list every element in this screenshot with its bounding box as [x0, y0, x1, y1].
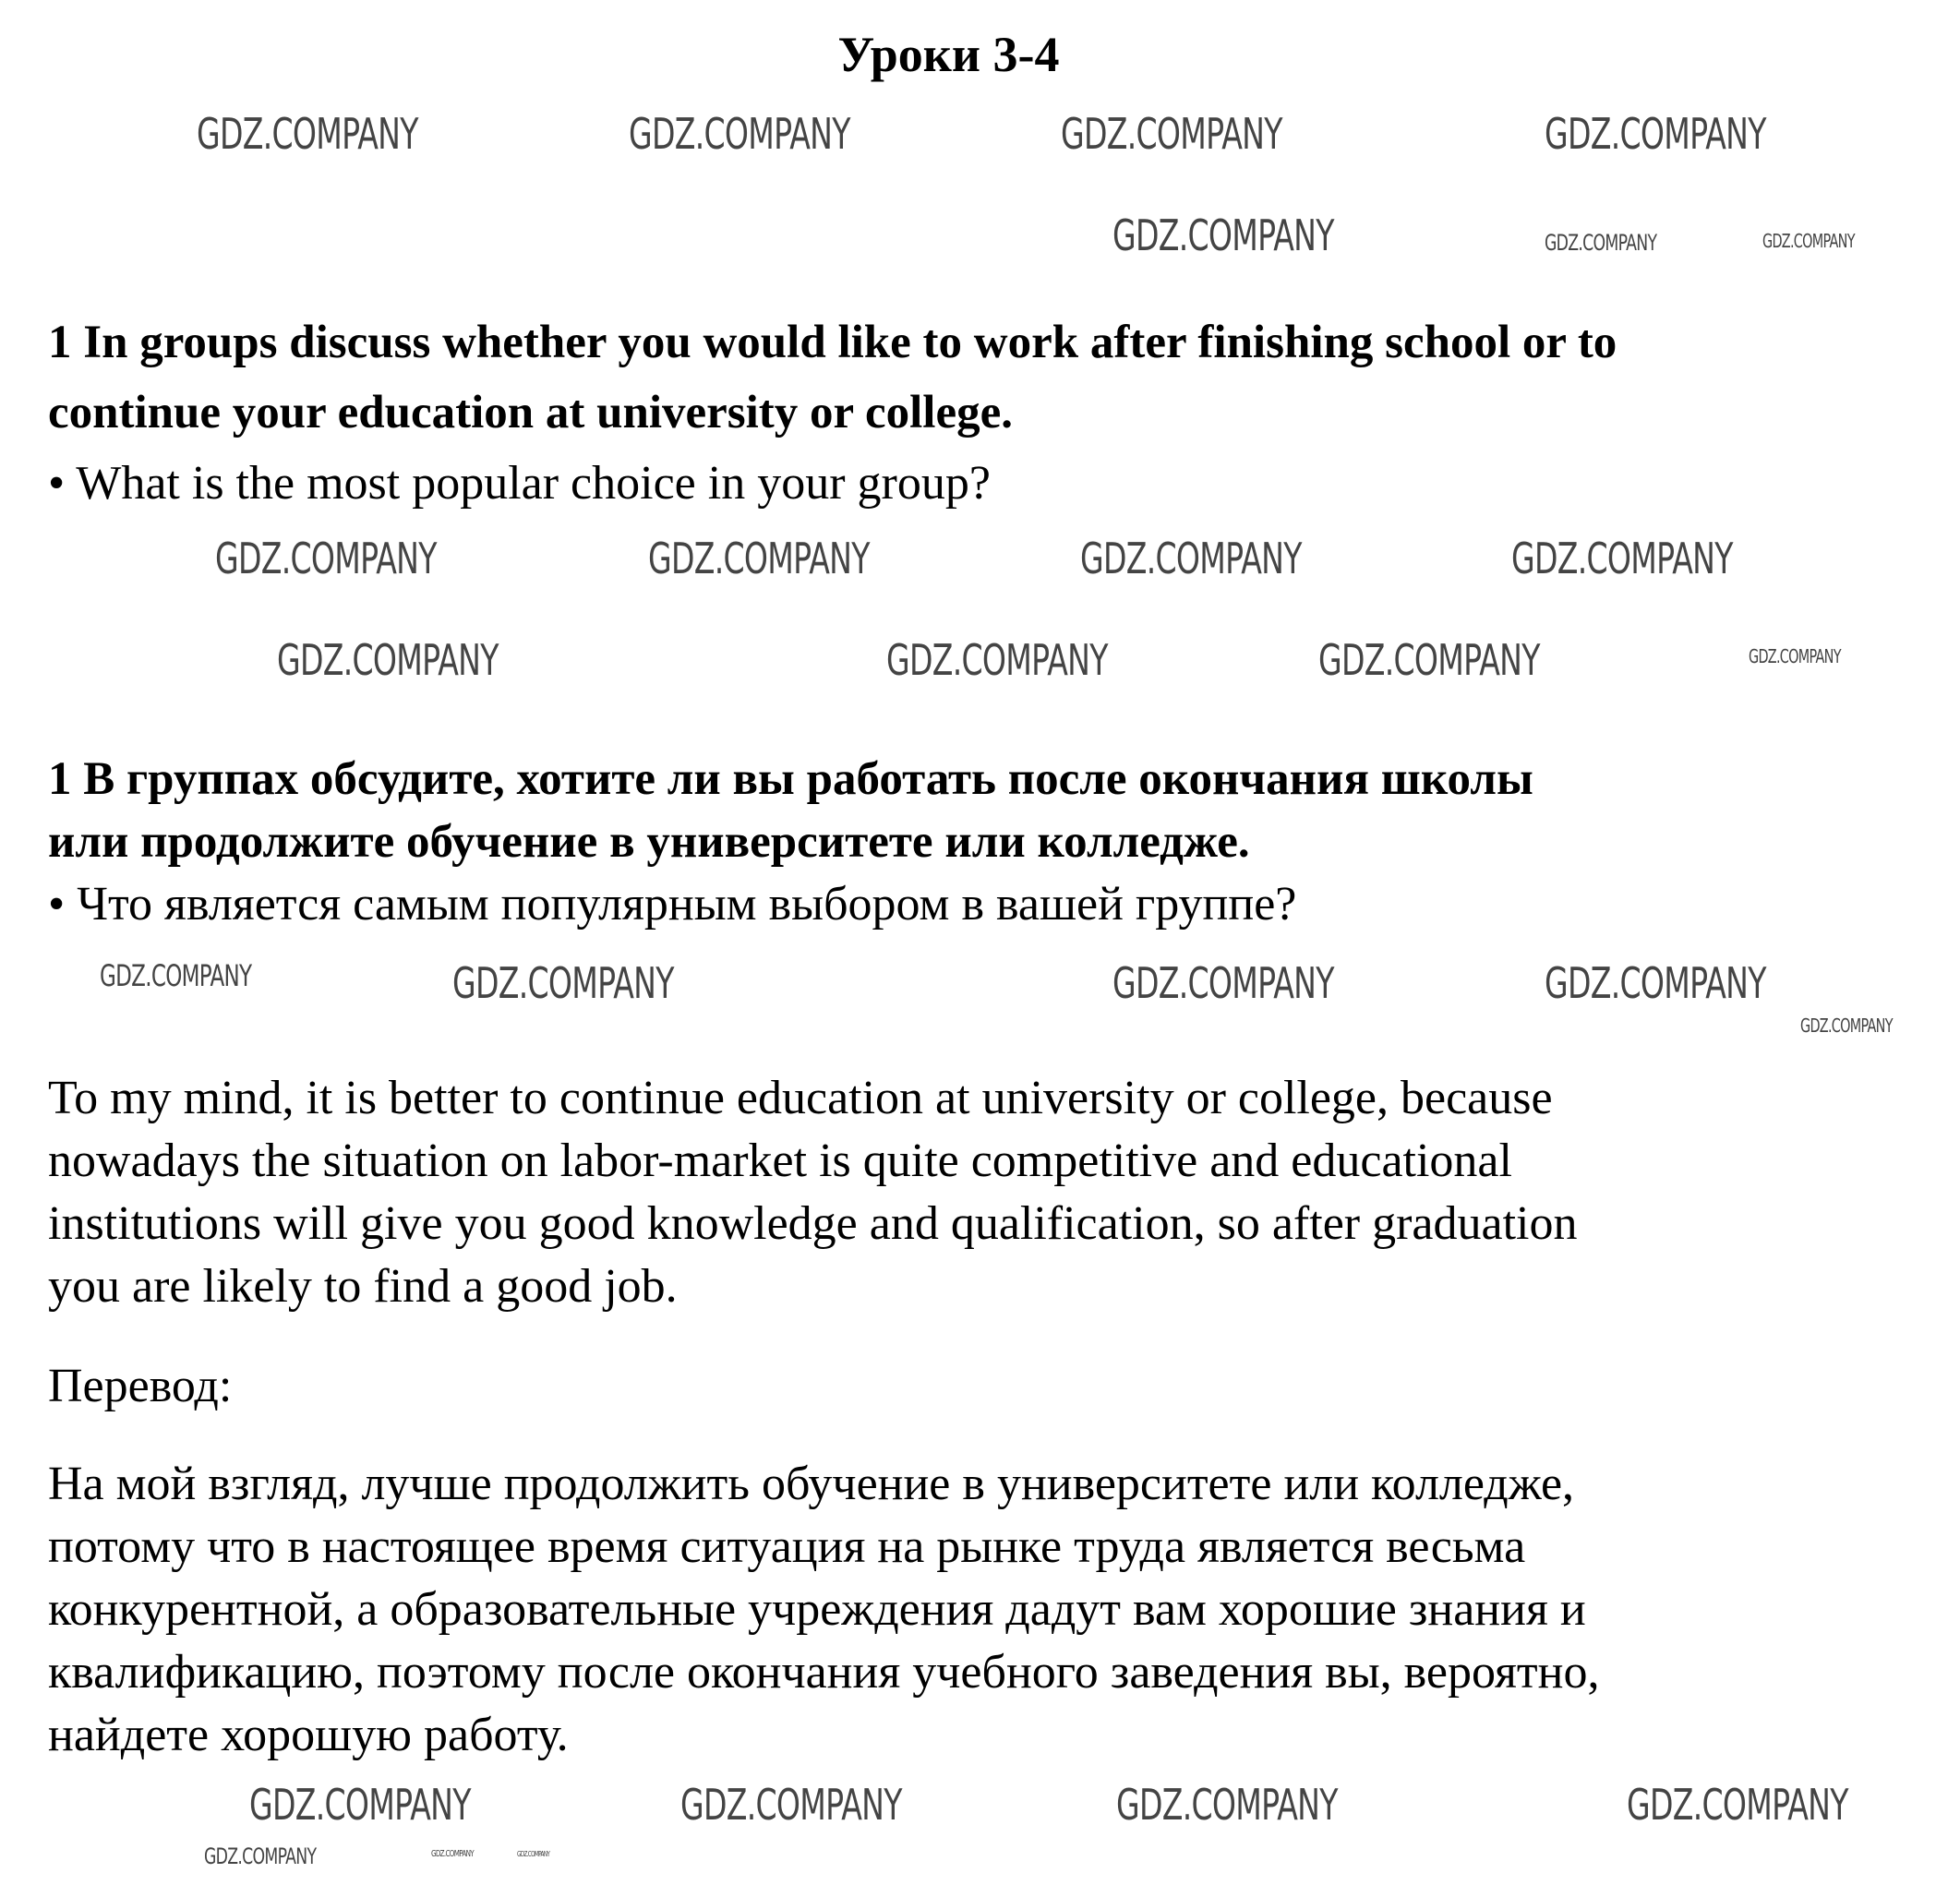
- watermark: GDZ.COMPANY: [277, 635, 499, 685]
- answer-en-line: institutions will give you good knowledge and qualification, so after graduation: [48, 1197, 1578, 1250]
- watermark: GDZ.COMPANY: [431, 1849, 474, 1859]
- answer-en-line: To my mind, it is better to continue education at university or college, because: [48, 1072, 1553, 1124]
- answer-ru-line: найдете хорошую работу.: [48, 1709, 569, 1761]
- task-en-heading-line: continue your education at university or college.: [48, 387, 1013, 438]
- answer-ru-line: квалификацию, поэтому после окончания учебного заведения вы, вероятно,: [48, 1646, 1600, 1699]
- watermark: GDZ.COMPANY: [1112, 958, 1334, 1008]
- task-ru-heading-line: 1 В группах обсудите, хотите ли вы работать после окончания школы: [48, 753, 1533, 805]
- watermark: GDZ.COMPANY: [1545, 958, 1766, 1008]
- task-ru-question: • Что является самым популярным выбором в вашей группе?: [48, 878, 1297, 930]
- watermark: GDZ.COMPANY: [215, 534, 437, 583]
- watermark: GDZ.COMPANY: [1627, 1780, 1848, 1830]
- watermark: GDZ.COMPANY: [1318, 635, 1540, 685]
- watermark: GDZ.COMPANY: [1545, 109, 1766, 159]
- answer-ru-line: На мой взгляд, лучше продолжить обучение в университете или колледже,: [48, 1458, 1575, 1510]
- watermark: GDZ.COMPANY: [886, 635, 1108, 685]
- watermark: GDZ.COMPANY: [1749, 645, 1841, 667]
- translation-label: Перевод:: [48, 1360, 233, 1412]
- watermark: GDZ.COMPANY: [1511, 534, 1733, 583]
- watermark: GDZ.COMPANY: [100, 958, 252, 993]
- answer-en-line: nowadays the situation on labor-market is quite competitive and educational: [48, 1135, 1512, 1187]
- watermark: GDZ.COMPANY: [1112, 210, 1334, 260]
- task-en-question: • What is the most popular choice in your group?: [48, 457, 991, 510]
- watermark: GDZ.COMPANY: [1116, 1780, 1338, 1830]
- watermark: GDZ.COMPANY: [249, 1780, 471, 1830]
- watermark: GDZ.COMPANY: [517, 1850, 550, 1858]
- watermark: GDZ.COMPANY: [1545, 230, 1657, 256]
- answer-ru-line: конкурентной, а образовательные учреждения дадут вам хорошие знания и: [48, 1583, 1586, 1636]
- watermark: GDZ.COMPANY: [1080, 534, 1302, 583]
- watermark: GDZ.COMPANY: [1800, 1015, 1893, 1037]
- task-en-heading-line: 1 In groups discuss whether you would like to work after finishing school or to: [48, 317, 1617, 368]
- watermark: GDZ.COMPANY: [629, 109, 850, 159]
- watermark: GDZ.COMPANY: [648, 534, 870, 583]
- watermark: GDZ.COMPANY: [452, 958, 674, 1008]
- watermark: GDZ.COMPANY: [1762, 230, 1855, 252]
- watermark: GDZ.COMPANY: [204, 1843, 317, 1869]
- answer-ru-line: потому что в настоящее время ситуация на рынке труда является весьма: [48, 1520, 1526, 1573]
- watermark: GDZ.COMPANY: [1061, 109, 1282, 159]
- watermark: GDZ.COMPANY: [197, 109, 418, 159]
- answer-en-line: you are likely to find a good job.: [48, 1260, 678, 1313]
- task-ru-heading-line: или продолжите обучение в университете или колледже.: [48, 816, 1250, 868]
- watermark: GDZ.COMPANY: [680, 1780, 902, 1830]
- page-title: Уроки 3-4: [837, 27, 1060, 82]
